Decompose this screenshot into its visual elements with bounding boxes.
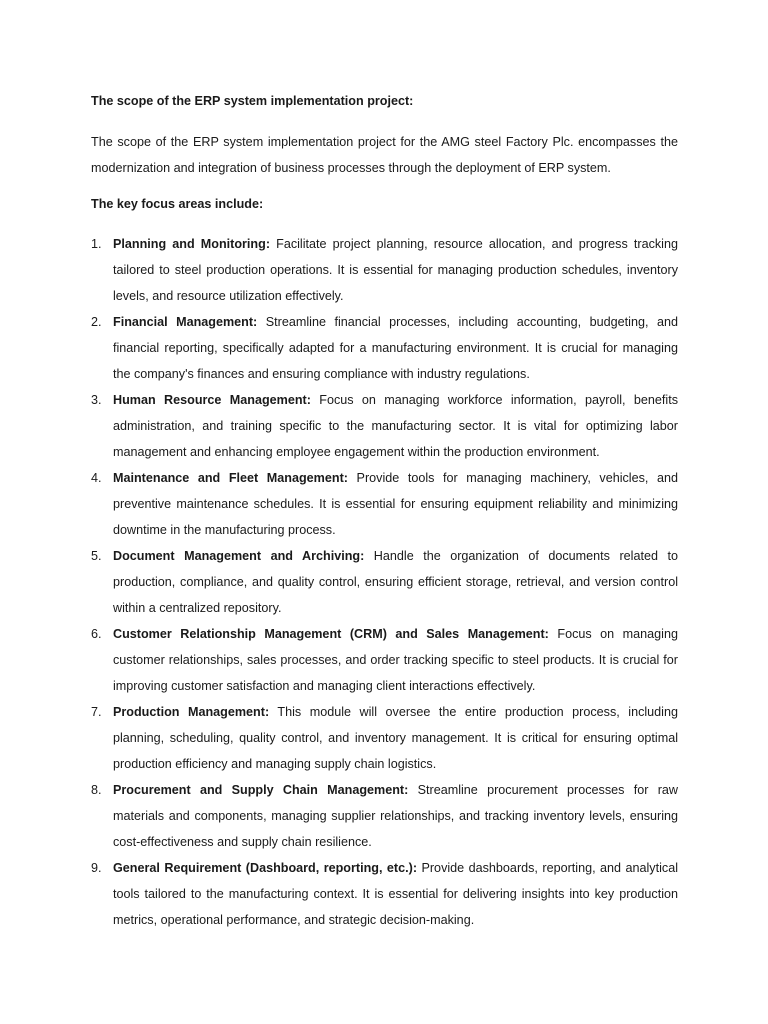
list-item-term: General Requirement (Dashboard, reporting, etc.): xyxy=(113,861,418,875)
list-item-term: Procurement and Supply Chain Management: xyxy=(113,783,409,797)
list-item-text: Streamline procurement processes for raw materials and components, managing supplier relationships, and tracking inventory levels, ensuring cost-effectiveness and supply chain resilience. xyxy=(113,783,678,849)
list-item xyxy=(91,309,678,387)
list-item-number: 7. xyxy=(91,705,102,719)
list-item-text: Handle the organization of documents related to production, compliance, and quality control, ensuring efficient storage, retrieval, and version control within a centralized repository. xyxy=(113,549,678,615)
list-item-term: Customer Relationship Management (CRM) and Sales Management: xyxy=(113,627,549,641)
list-item-number: 6. xyxy=(91,627,102,641)
list-item-text: Provide tools for managing machinery, vehicles, and preventive maintenance schedules. It is essential for ensuring equipment reliability and minimizing downtime in the manufacturing process. xyxy=(113,471,678,537)
intro-paragraph: The scope of the ERP system implementation project for the AMG steel Factory Plc. encompasses the modernization and integration of business processes through the deployment of ERP system. xyxy=(91,135,678,175)
focus-area-list xyxy=(91,231,678,933)
list-item-term: Document Management and Archiving: xyxy=(113,549,365,563)
document-body xyxy=(91,93,678,933)
list-item-text: Focus on managing workforce information, payroll, benefits administration, and training specific to the manufacturing sector. It is vital for optimizing labor management and enhancing employee engagement within the production environment. xyxy=(113,393,679,459)
list-item xyxy=(91,231,678,309)
list-item-text: Facilitate project planning, resource allocation, and progress tracking tailored to steel production operations. It is essential for managing production schedules, inventory levels, and resource utilization effectively. xyxy=(113,237,678,303)
list-item xyxy=(91,465,678,543)
list-item-term: Planning and Monitoring: xyxy=(113,237,271,251)
list-item xyxy=(91,387,678,465)
list-item-text: Focus on managing customer relationships, sales processes, and order tracking specific to steel products. It is crucial for improving customer satisfaction and managing client interactions effectively. xyxy=(113,627,678,693)
list-item xyxy=(91,621,678,699)
list-item xyxy=(91,543,678,621)
list-item-number: 8. xyxy=(91,783,102,797)
list-item-term: Human Resource Management: xyxy=(113,393,311,407)
list-item-text: This module will oversee the entire production process, including planning, scheduling, quality control, and inventory management. It is critical for ensuring optimal production efficiency and managing supply chain logistics. xyxy=(113,705,678,771)
list-item-number: 1. xyxy=(91,237,102,251)
list-item-text: Streamline financial processes, including accounting, budgeting, and financial reporting, specifically adapted for a manufacturing environment. It is crucial for managing the company's finances and ensuring compliance with industry regulations. xyxy=(113,315,678,381)
list-item-number: 4. xyxy=(91,471,102,485)
list-item-number: 2. xyxy=(91,315,102,329)
list-item-number: 3. xyxy=(91,393,102,407)
section-heading: The scope of the ERP system implementation project: xyxy=(91,94,414,108)
list-item xyxy=(91,777,678,855)
list-item-term: Financial Management: xyxy=(113,315,258,329)
list-item-term: Production Management: xyxy=(113,705,270,719)
list-item-text: Provide dashboards, reporting, and analytical tools tailored to the manufacturing context. It is essential for delivering insights into key production metrics, operational performance, and strategic decision-making. xyxy=(113,861,679,927)
list-item xyxy=(91,699,678,777)
list-item-number: 5. xyxy=(91,549,102,563)
focus-heading: The key focus areas include: xyxy=(91,197,264,211)
list-item-number: 9. xyxy=(91,861,102,875)
list-item-term: Maintenance and Fleet Management: xyxy=(113,471,348,485)
list-item xyxy=(91,855,678,933)
